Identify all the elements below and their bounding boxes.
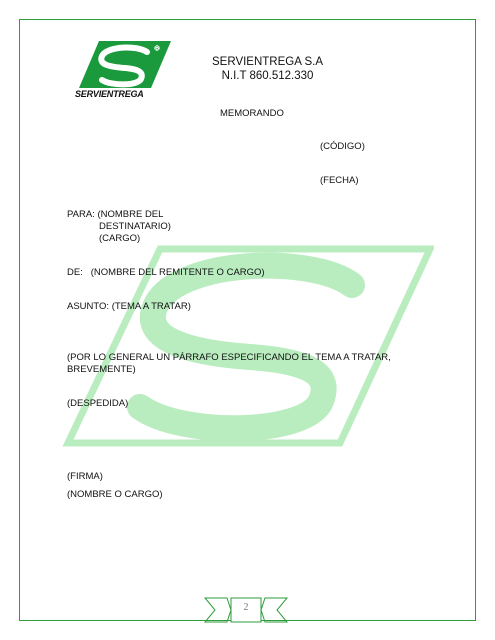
company-nit: N.I.T 860.512.330 [221, 70, 314, 82]
signer-name: (NOMBRE O CARGO) [67, 489, 163, 500]
to-line-1: PARA: (NOMBRE DEL [67, 209, 164, 220]
body-line-1: (POR LO GENERAL UN PÁRRAFO ESPECIFICANDO EL TEMA A TRATAR, [67, 352, 391, 363]
signature: (FIRMA) [67, 471, 103, 482]
logo-wordmark: SERVIENTREGA [75, 89, 144, 99]
company-header [205, 55, 330, 83]
company-name: SERVIENTREGA S.A [212, 56, 323, 68]
body-line-2: BREVEMENTE) [67, 364, 136, 375]
page-number: 2 [243, 602, 249, 613]
memo-title: MEMORANDO [220, 108, 284, 119]
memo-date: (FECHA) [320, 175, 359, 186]
memo-code: (CÓDIGO) [320, 141, 365, 152]
farewell: (DESPEDIDA) [67, 398, 129, 409]
svg-text:R: R [155, 45, 159, 52]
subject-line: ASUNTO: (TEMA A TRATAR) [67, 301, 191, 312]
to-line-3: (CARGO) [99, 233, 141, 244]
from-line: DE: (NOMBRE DEL REMITENTE O CARGO) [67, 267, 265, 278]
to-line-2: DESTINATARIO) [99, 221, 171, 232]
